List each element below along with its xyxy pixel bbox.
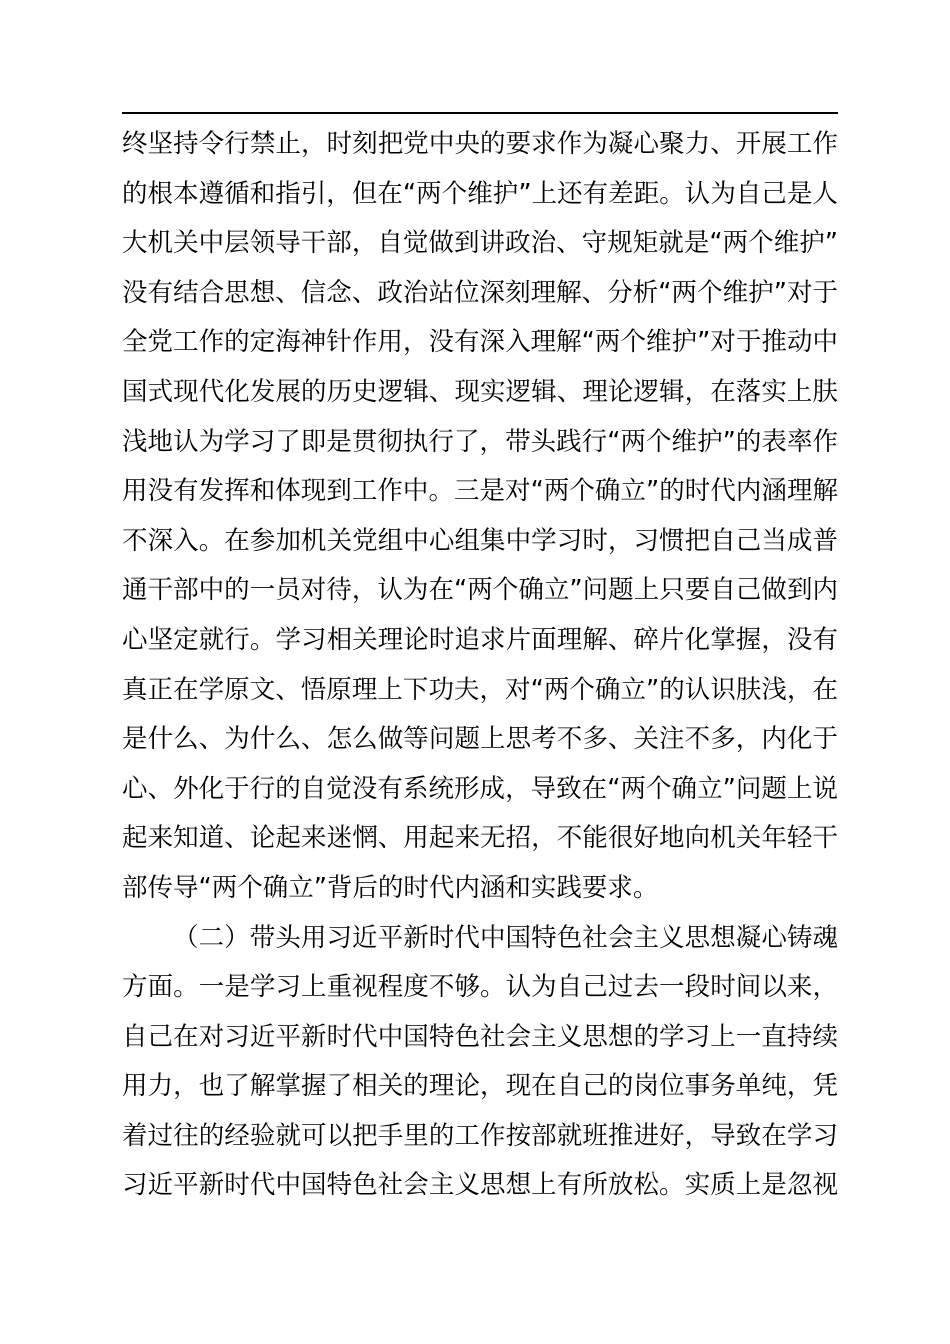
header-rule: [122, 112, 838, 114]
text-line: 全党工作的定海神针作用，没有深入理解“两个维护”对于推动中: [122, 327, 838, 358]
text-line: 是什么、为什么、怎么做等问题上思考不多、关注不多，内化于: [122, 724, 838, 755]
text-line: 通干部中的一员对待，认为在“两个确立”问题上只要自己做到内: [122, 575, 838, 606]
section-heading-line: （二）带头用习近平新时代中国特色社会主义思想凝心铸魂: [173, 922, 838, 953]
text-line: 习近平新时代中国特色社会主义思想上有所放松。实质上是忽视: [122, 1170, 838, 1201]
text-line: 浅地认为学习了即是贯彻执行了，带头践行“两个维护”的表率作: [122, 426, 838, 457]
text-line: 大机关中层领导干部，自觉做到讲政治、守规矩就是“两个维护”: [122, 228, 838, 259]
text-line: 终坚持令行禁止，时刻把党中央的要求作为凝心聚力、开展工作: [122, 129, 838, 159]
text-line: 起来知道、论起来迷惘、用起来无招，不能很好地向机关年轻干: [122, 823, 838, 854]
text-line: 心、外化于行的自觉没有系统形成，导致在“两个确立”问题上说: [122, 773, 838, 804]
text-line: 国式现代化发展的历史逻辑、现实逻辑、理论逻辑，在落实上肤: [122, 376, 838, 407]
text-line: 不深入。在参加机关党组中心组集中学习时，习惯把自己当成普: [122, 525, 838, 556]
text-line: 心坚定就行。学习相关理论时追求片面理解、碎片化掌握，没有: [122, 624, 838, 655]
text-line: 的根本遵循和指引，但在“两个维护”上还有差距。认为自己是人: [122, 178, 838, 209]
text-line: 用力，也了解掌握了相关的理论，现在自己的岗位事务单纯，凭: [122, 1071, 838, 1102]
text-line: 用没有发挥和体现到工作中。三是对“两个确立”的时代内涵理解: [122, 476, 838, 507]
text-line: 真正在学原文、悟原理上下功夫，对“两个确立”的认识肤浅，在: [122, 674, 838, 705]
text-line-paragraph-end: 部传导“两个确立”背后的时代内涵和实践要求。: [122, 872, 659, 903]
text-line: 方面。一是学习上重视程度不够。认为自己过去一段时间以来，: [122, 972, 838, 1003]
text-line: 自己在对习近平新时代中国特色社会主义思想的学习上一直持续: [122, 1021, 838, 1052]
text-line: 没有结合思想、信念、政治站位深刻理解、分析“两个维护”对于: [122, 277, 838, 308]
body-text: [122, 120, 838, 1211]
text-line: 着过往的经验就可以把手里的工作按部就班推进好，导致在学习: [122, 1120, 838, 1151]
